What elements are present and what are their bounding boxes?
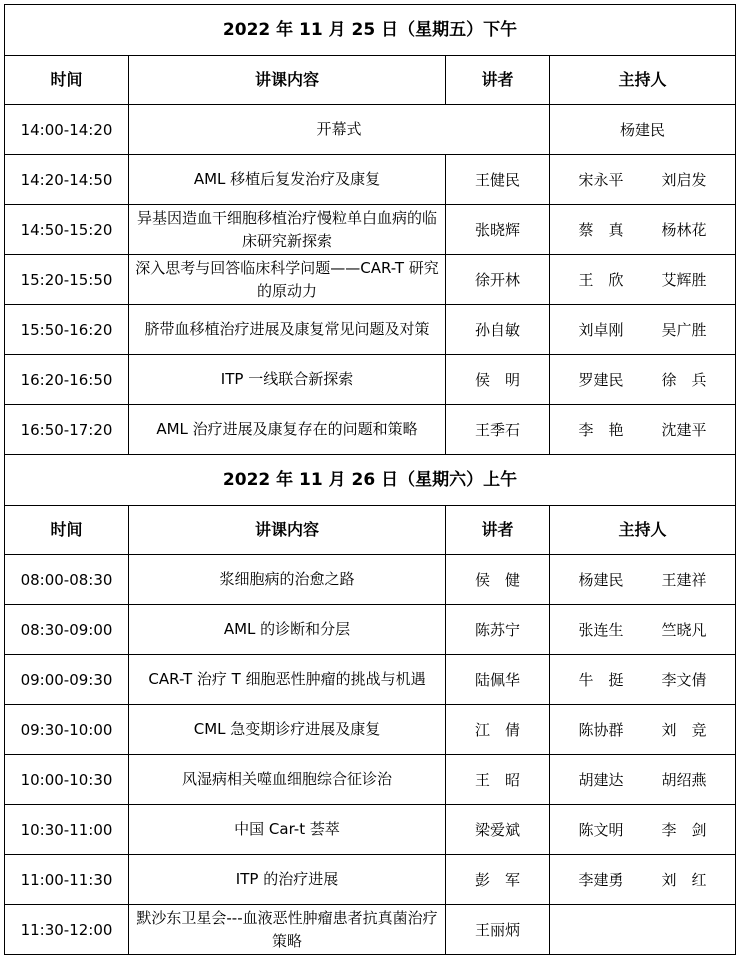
host-cell (550, 155, 736, 205)
host-pair (579, 421, 707, 439)
host-name: 刘 竞 (661, 720, 707, 739)
speaker-header: 讲者 (446, 506, 550, 555)
time-header: 时间 (5, 56, 129, 105)
topic-cell: 异基因造血干细胞移植治疗慢粒单白血病的临床研究新探索 (129, 205, 446, 255)
host-cell (550, 305, 736, 355)
schedule-row (5, 105, 736, 155)
speaker-header: 讲者 (446, 56, 550, 105)
speaker-cell: 侯 明 (446, 355, 550, 405)
host-name: 陈协群 (578, 720, 624, 739)
host-name: 杨林花 (661, 220, 707, 239)
time-cell: 15:20-15:50 (5, 255, 129, 305)
host-cell (550, 355, 736, 405)
host-name: 罗建民 (578, 370, 624, 389)
host-name: 陈文明 (578, 820, 624, 839)
time-cell: 14:20-14:50 (5, 155, 129, 205)
topic-cell: 风湿病相关噬血细胞综合征诊治 (129, 755, 446, 805)
host-name: 刘启发 (661, 170, 707, 189)
host-header: 主持人 (550, 506, 736, 555)
speaker-cell: 王 昭 (446, 755, 550, 805)
host-name: 李建勇 (578, 870, 624, 889)
host-cell (550, 805, 736, 855)
host-pair (579, 721, 707, 739)
topic-cell: 默沙东卫星会---血液恶性肿瘤患者抗真菌治疗策略 (129, 905, 446, 955)
speaker-cell: 彭 军 (446, 855, 550, 905)
host-pair (579, 821, 707, 839)
host-name: 刘卓刚 (578, 320, 624, 339)
time-cell: 16:50-17:20 (5, 405, 129, 455)
host-pair (579, 571, 707, 589)
speaker-cell: 王季石 (446, 405, 550, 455)
host-name: 李文倩 (661, 670, 707, 689)
topic-cell: 中国 Car-t 荟萃 (129, 805, 446, 855)
schedule-row (5, 705, 736, 755)
speaker-cell: 张晓辉 (446, 205, 550, 255)
speaker-cell: 梁爱斌 (446, 805, 550, 855)
schedule-row (5, 205, 736, 255)
speaker-cell: 陈苏宁 (446, 605, 550, 655)
host-name: 牛 挺 (578, 670, 624, 689)
schedule-row (5, 905, 736, 955)
host-cell (550, 255, 736, 305)
topic-cell: AML 移植后复发治疗及康复 (129, 155, 446, 205)
topic-cell: AML 的诊断和分层 (129, 605, 446, 655)
host-name: 刘 红 (661, 870, 707, 889)
host-cell (550, 755, 736, 805)
host-name: 杨建民 (620, 120, 666, 139)
time-cell: 14:00-14:20 (5, 105, 129, 155)
topic-cell: 深入思考与回答临床科学问题——CAR-T 研究的原动力 (129, 255, 446, 305)
time-cell: 08:00-08:30 (5, 555, 129, 605)
host-cell (550, 655, 736, 705)
host-cell (550, 605, 736, 655)
host-pair (579, 621, 707, 639)
session-title: 2022 年 11 月 26 日（星期六）上午 (5, 455, 736, 506)
host-name: 艾辉胜 (661, 270, 707, 289)
host-pair (579, 671, 707, 689)
host-cell (550, 555, 736, 605)
topic-cell: 开幕式 (129, 105, 550, 155)
time-cell: 11:00-11:30 (5, 855, 129, 905)
topic-cell: 浆细胞病的治愈之路 (129, 555, 446, 605)
topic-cell: ITP 的治疗进展 (129, 855, 446, 905)
schedule-table (4, 4, 736, 955)
speaker-cell: 孙自敏 (446, 305, 550, 355)
schedule-row (5, 855, 736, 905)
host-pair (579, 221, 707, 239)
host-name: 胡建达 (578, 770, 624, 789)
column-header-row (5, 506, 736, 555)
host-pair (579, 171, 707, 189)
speaker-cell: 王健民 (446, 155, 550, 205)
session-title-row (5, 455, 736, 506)
host-name: 吴广胜 (661, 320, 707, 339)
time-cell: 11:30-12:00 (5, 905, 129, 955)
time-cell: 09:00-09:30 (5, 655, 129, 705)
time-cell: 09:30-10:00 (5, 705, 129, 755)
topic-cell: 脐带血移植治疗进展及康复常见问题及对策 (129, 305, 446, 355)
host-cell (550, 855, 736, 905)
host-pair (579, 271, 707, 289)
topic-header: 讲课内容 (129, 506, 446, 555)
speaker-cell: 徐开林 (446, 255, 550, 305)
schedule-row (5, 605, 736, 655)
host-name: 胡绍燕 (661, 770, 707, 789)
schedule-row (5, 255, 736, 305)
time-cell: 10:00-10:30 (5, 755, 129, 805)
time-cell: 15:50-16:20 (5, 305, 129, 355)
host-name: 徐 兵 (661, 370, 707, 389)
speaker-cell: 江 倩 (446, 705, 550, 755)
schedule-row (5, 655, 736, 705)
host-pair (579, 771, 707, 789)
time-header: 时间 (5, 506, 129, 555)
session-title: 2022 年 11 月 25 日（星期五）下午 (5, 5, 736, 56)
session-title-row (5, 5, 736, 56)
host-cell (550, 205, 736, 255)
schedule-row (5, 305, 736, 355)
host-name: 张连生 (578, 620, 624, 639)
host-name: 李 剑 (661, 820, 707, 839)
host-name: 蔡 真 (578, 220, 624, 239)
schedule-row (5, 805, 736, 855)
speaker-cell: 陆佩华 (446, 655, 550, 705)
host-name: 杨建民 (578, 570, 624, 589)
host-name: 竺晓凡 (661, 620, 707, 639)
schedule-row (5, 755, 736, 805)
host-pair (579, 871, 707, 889)
schedule-row (5, 355, 736, 405)
topic-cell: CAR-T 治疗 T 细胞恶性肿瘤的挑战与机遇 (129, 655, 446, 705)
host-pair (579, 371, 707, 389)
schedule-body (5, 5, 736, 955)
topic-header: 讲课内容 (129, 56, 446, 105)
schedule-row (5, 555, 736, 605)
time-cell: 16:20-16:50 (5, 355, 129, 405)
host-cell (550, 905, 736, 955)
host-name: 李 艳 (578, 420, 624, 439)
host-name: 王 欣 (578, 270, 624, 289)
schedule-row (5, 155, 736, 205)
host-name: 沈建平 (661, 420, 707, 439)
topic-cell: ITP 一线联合新探索 (129, 355, 446, 405)
time-cell: 10:30-11:00 (5, 805, 129, 855)
host-cell (550, 405, 736, 455)
column-header-row (5, 56, 736, 105)
speaker-cell: 王丽炳 (446, 905, 550, 955)
speaker-cell: 侯 健 (446, 555, 550, 605)
time-cell: 08:30-09:00 (5, 605, 129, 655)
host-cell (550, 105, 736, 155)
host-pair (579, 321, 707, 339)
host-name: 宋永平 (578, 170, 624, 189)
time-cell: 14:50-15:20 (5, 205, 129, 255)
topic-cell: CML 急变期诊疗进展及康复 (129, 705, 446, 755)
host-cell (550, 705, 736, 755)
topic-cell: AML 治疗进展及康复存在的问题和策略 (129, 405, 446, 455)
schedule-row (5, 405, 736, 455)
host-header: 主持人 (550, 56, 736, 105)
host-name: 王建祥 (661, 570, 707, 589)
